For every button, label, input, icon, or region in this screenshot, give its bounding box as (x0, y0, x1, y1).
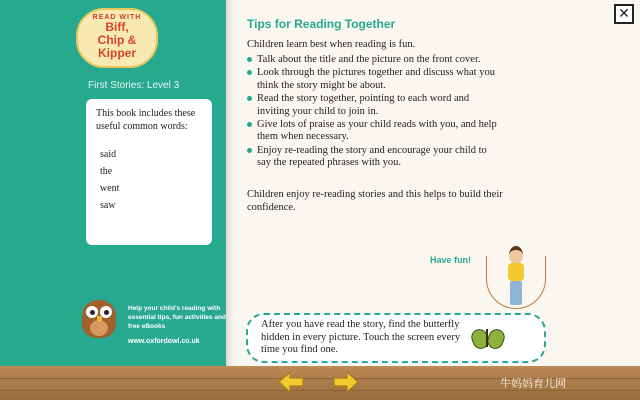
logo-name-3: Kipper (97, 46, 136, 60)
tips-title: Tips for Reading Together (247, 17, 396, 31)
tip-text: Look through the pictures together and discuss what you think the story might be about. (257, 67, 495, 91)
watermark: 牛妈妈育儿网 (500, 377, 566, 390)
tip-item (247, 119, 502, 144)
tips-closing: Children enjoy re-reading stories and this helps to build their confidence. (247, 189, 503, 213)
promo-text: Help your child's reading with essential tips, fun activities and free eBooks (128, 305, 226, 330)
arrow-right-icon (332, 370, 360, 394)
level-label: First Stories: Level 3 (88, 80, 180, 91)
tip-text: Enjoy re-reading the story and encourage your child to say the repeated phrases with you. (257, 144, 487, 169)
butterfly-task-text: After you have read the story, find the butterfly hidden in every picture. Touch the screen every time you find one. (261, 319, 461, 355)
bullet-icon (247, 70, 252, 75)
page-spine (226, 0, 234, 366)
logo-name-1: Biff, (105, 20, 129, 34)
have-fun-label: Have fun! (430, 255, 472, 265)
tips-list (247, 54, 502, 171)
tip-item (247, 145, 502, 170)
common-word: the (100, 166, 113, 177)
tip-text: Read the story together, pointing to each word and inviting your child to join in. (257, 93, 470, 117)
tip-text: Give lots of praise as your child reads with you, and help them when necessary. (257, 119, 497, 143)
previous-page-button[interactable] (277, 370, 305, 394)
skipping-girl-illustration (486, 246, 546, 316)
tip-item (247, 54, 502, 66)
tip-item (247, 67, 502, 92)
promo-url: www.oxfordowl.co.uk (128, 338, 200, 345)
tip-text: Talk about the title and the picture on the front cover. (257, 54, 481, 65)
close-button[interactable]: ✕ (614, 4, 634, 24)
common-word: went (100, 183, 120, 194)
owl-mascot-icon (78, 294, 122, 344)
arrow-left-icon (277, 370, 305, 394)
logo-tagline: READ WITH (92, 14, 142, 21)
inside-cover-panel (0, 0, 226, 366)
tip-item (247, 93, 502, 118)
common-word: saw (100, 200, 116, 211)
logo-name-2: Chip & (97, 33, 137, 47)
tips-intro: Children learn best when reading is fun. (247, 39, 416, 50)
bullet-icon (247, 57, 252, 62)
common-words-intro: This book includes these useful common words: (96, 108, 196, 132)
common-word: said (100, 149, 117, 160)
bullet-icon (247, 96, 252, 101)
butterfly-icon (470, 327, 504, 349)
series-logo (76, 8, 158, 68)
next-page-button[interactable] (332, 370, 360, 394)
common-words-box (86, 99, 212, 245)
bullet-icon (247, 122, 252, 127)
bullet-icon (247, 148, 252, 153)
butterfly-task-box (246, 313, 546, 363)
